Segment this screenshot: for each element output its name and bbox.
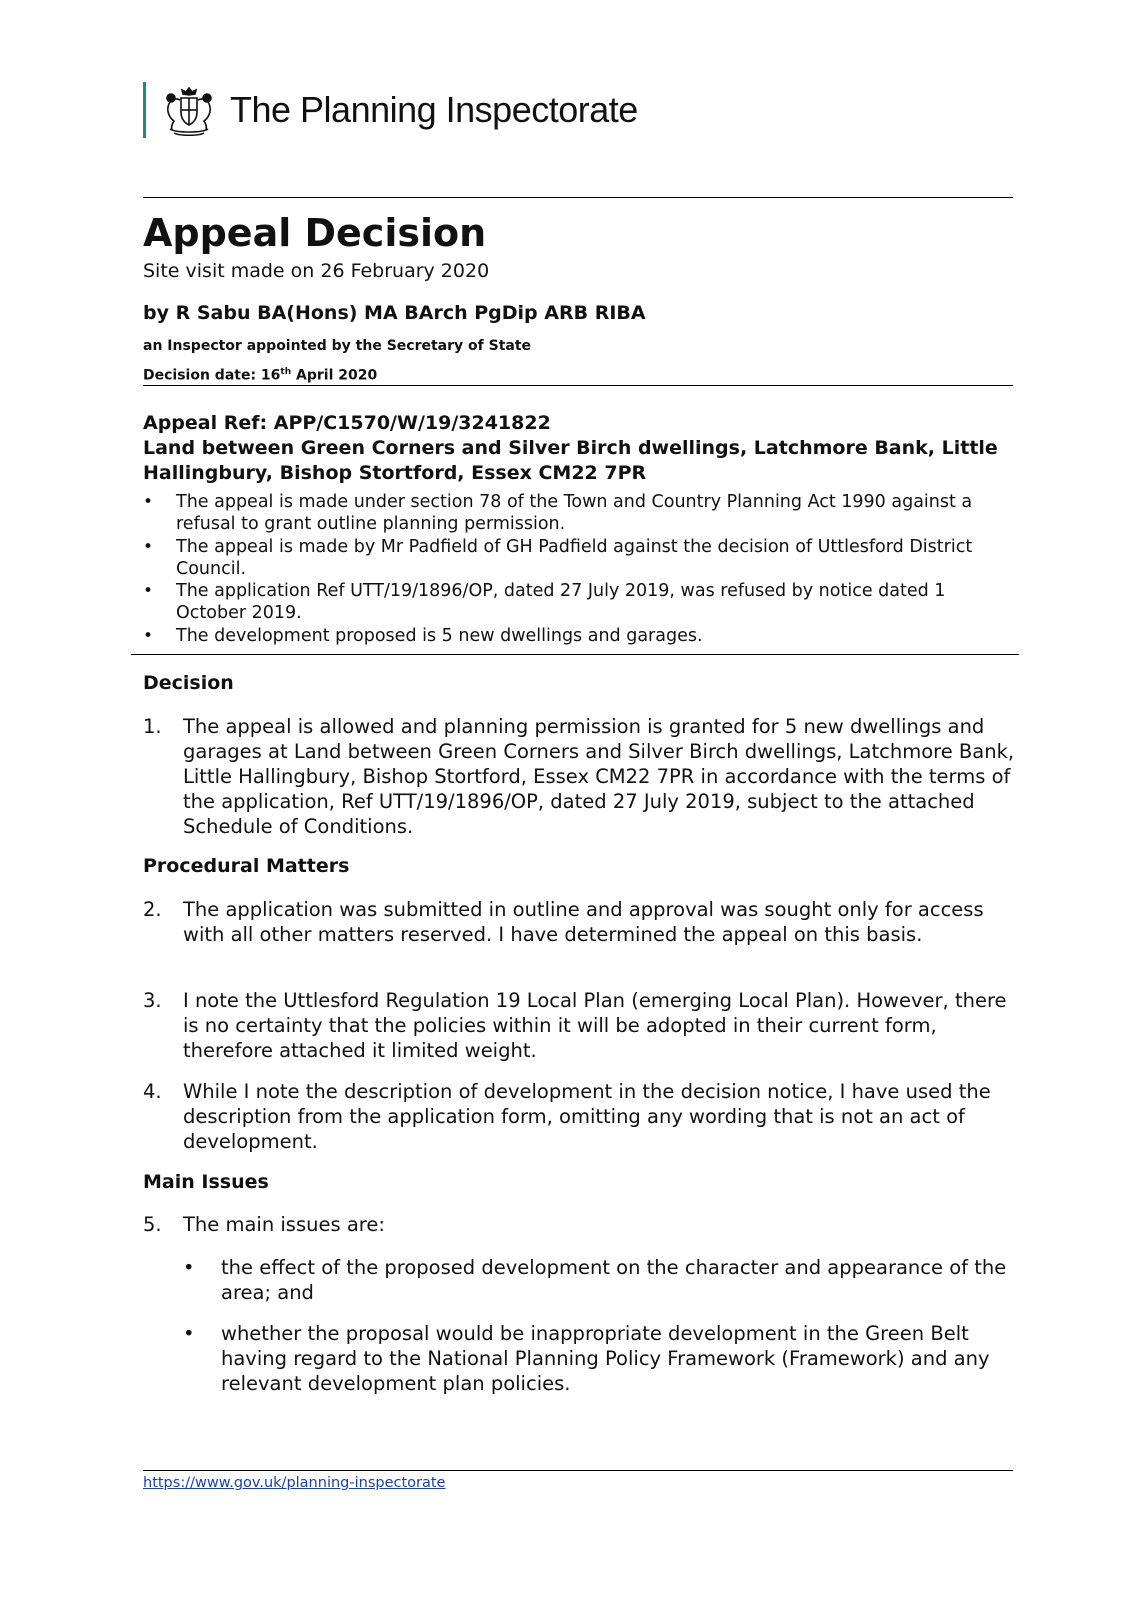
section-heading-procedural: Procedural Matters [143,855,350,877]
divider [143,197,1013,198]
list-item: • The appeal is made under section 78 of the Town and Country Planning Act 1990 against a refusal to grant outline planning permission. [143,491,1013,535]
section-heading-main-issues: Main Issues [143,1171,269,1193]
list-item: • The development proposed is 5 new dwellings and garages. [143,625,1013,647]
appeal-ref: Appeal Ref: APP/C1570/W/19/3241822 [143,412,551,434]
bullet-icon: • [183,1322,195,1345]
section-heading-decision: Decision [143,672,234,694]
paragraph-text: The main issues are: [183,1213,385,1236]
appeal-site: Land between Green Corners and Silver Birch dwellings, Latchmore Bank, Little Hallingbury, Bishop Stortford, Essex CM22 7PR [143,437,998,484]
appeal-reference-block [143,411,1023,486]
decision-date: Decision date: 16th April 2020 [143,367,378,384]
paragraph-4 [143,1079,1023,1154]
divider [131,654,1019,655]
list-item: • The application Ref UTT/19/1896/OP, dated 27 July 2019, was refused by notice dated 1 October 2019. [143,580,1013,624]
paragraph-5 [143,1212,1023,1237]
appeal-details-list [143,491,1013,647]
list-item: • The appeal is made by Mr Padfield of GH Padfield against the decision of Uttlesford District Council. [143,536,1013,580]
logo [143,82,638,138]
organisation-name: The Planning Inspectorate [230,89,638,130]
paragraph-text: The application was submitted in outline and approval was sought only for access with all other matters reserved. I have determined the appeal on this basis. [183,898,984,946]
paragraph-text: I note the Uttlesford Regulation 19 Local Plan (emerging Local Plan). However, there is no certainty that the policies within it will be adopted in their current form, therefore attached it limited weight. [183,989,1007,1062]
paragraph-text: The appeal is allowed and planning permission is granted for 5 new dwellings and garages at Land between Green Corners and Silver Birch dwellings, Latchmore Bank, Little Hallingbury, Bishop Stortford, Essex CM22 7PR in accordance with the terms of the application, Ref UTT/19/1896/OP, dated 27 July 2019, subject to the attached Schedule of Conditions. [183,715,1015,838]
paragraph-number: 3. [143,989,162,1012]
site-visit-date: Site visit made on 26 February 2020 [143,260,490,282]
paragraph-3 [143,988,1023,1063]
paragraph-number: 4. [143,1080,162,1103]
royal-coat-of-arms-icon [160,82,218,138]
paragraph-1 [143,714,1023,839]
footer-divider [143,1470,1013,1471]
bullet-icon: • [183,1256,195,1279]
page-title: Appeal Decision [143,211,487,255]
paragraph-number: 5. [143,1213,162,1236]
paragraph-text: While I note the description of development in the decision notice, I have used the description from the application form, omitting any wording that is not an act of development. [183,1080,991,1153]
main-issue-item: • whether the proposal would be inappropriate development in the Green Belt having regard to the National Planning Policy Framework (Framework) and any relevant development plan policies. [183,1322,990,1395]
paragraph-2 [143,897,1023,947]
divider [143,385,1013,386]
main-issue-item: • the effect of the proposed development on the character and appearance of the area; and [183,1256,1007,1304]
paragraph-number: 1. [143,715,162,738]
inspector-appointment: an Inspector appointed by the Secretary of State [143,338,532,354]
paragraph-number: 2. [143,898,162,921]
logo-accent-bar [143,82,146,138]
inspector-name: by R Sabu BA(Hons) MA BArch PgDip ARB RIBA [143,302,646,324]
footer-link[interactable]: https://www.gov.uk/planning-inspectorate [143,1475,446,1491]
